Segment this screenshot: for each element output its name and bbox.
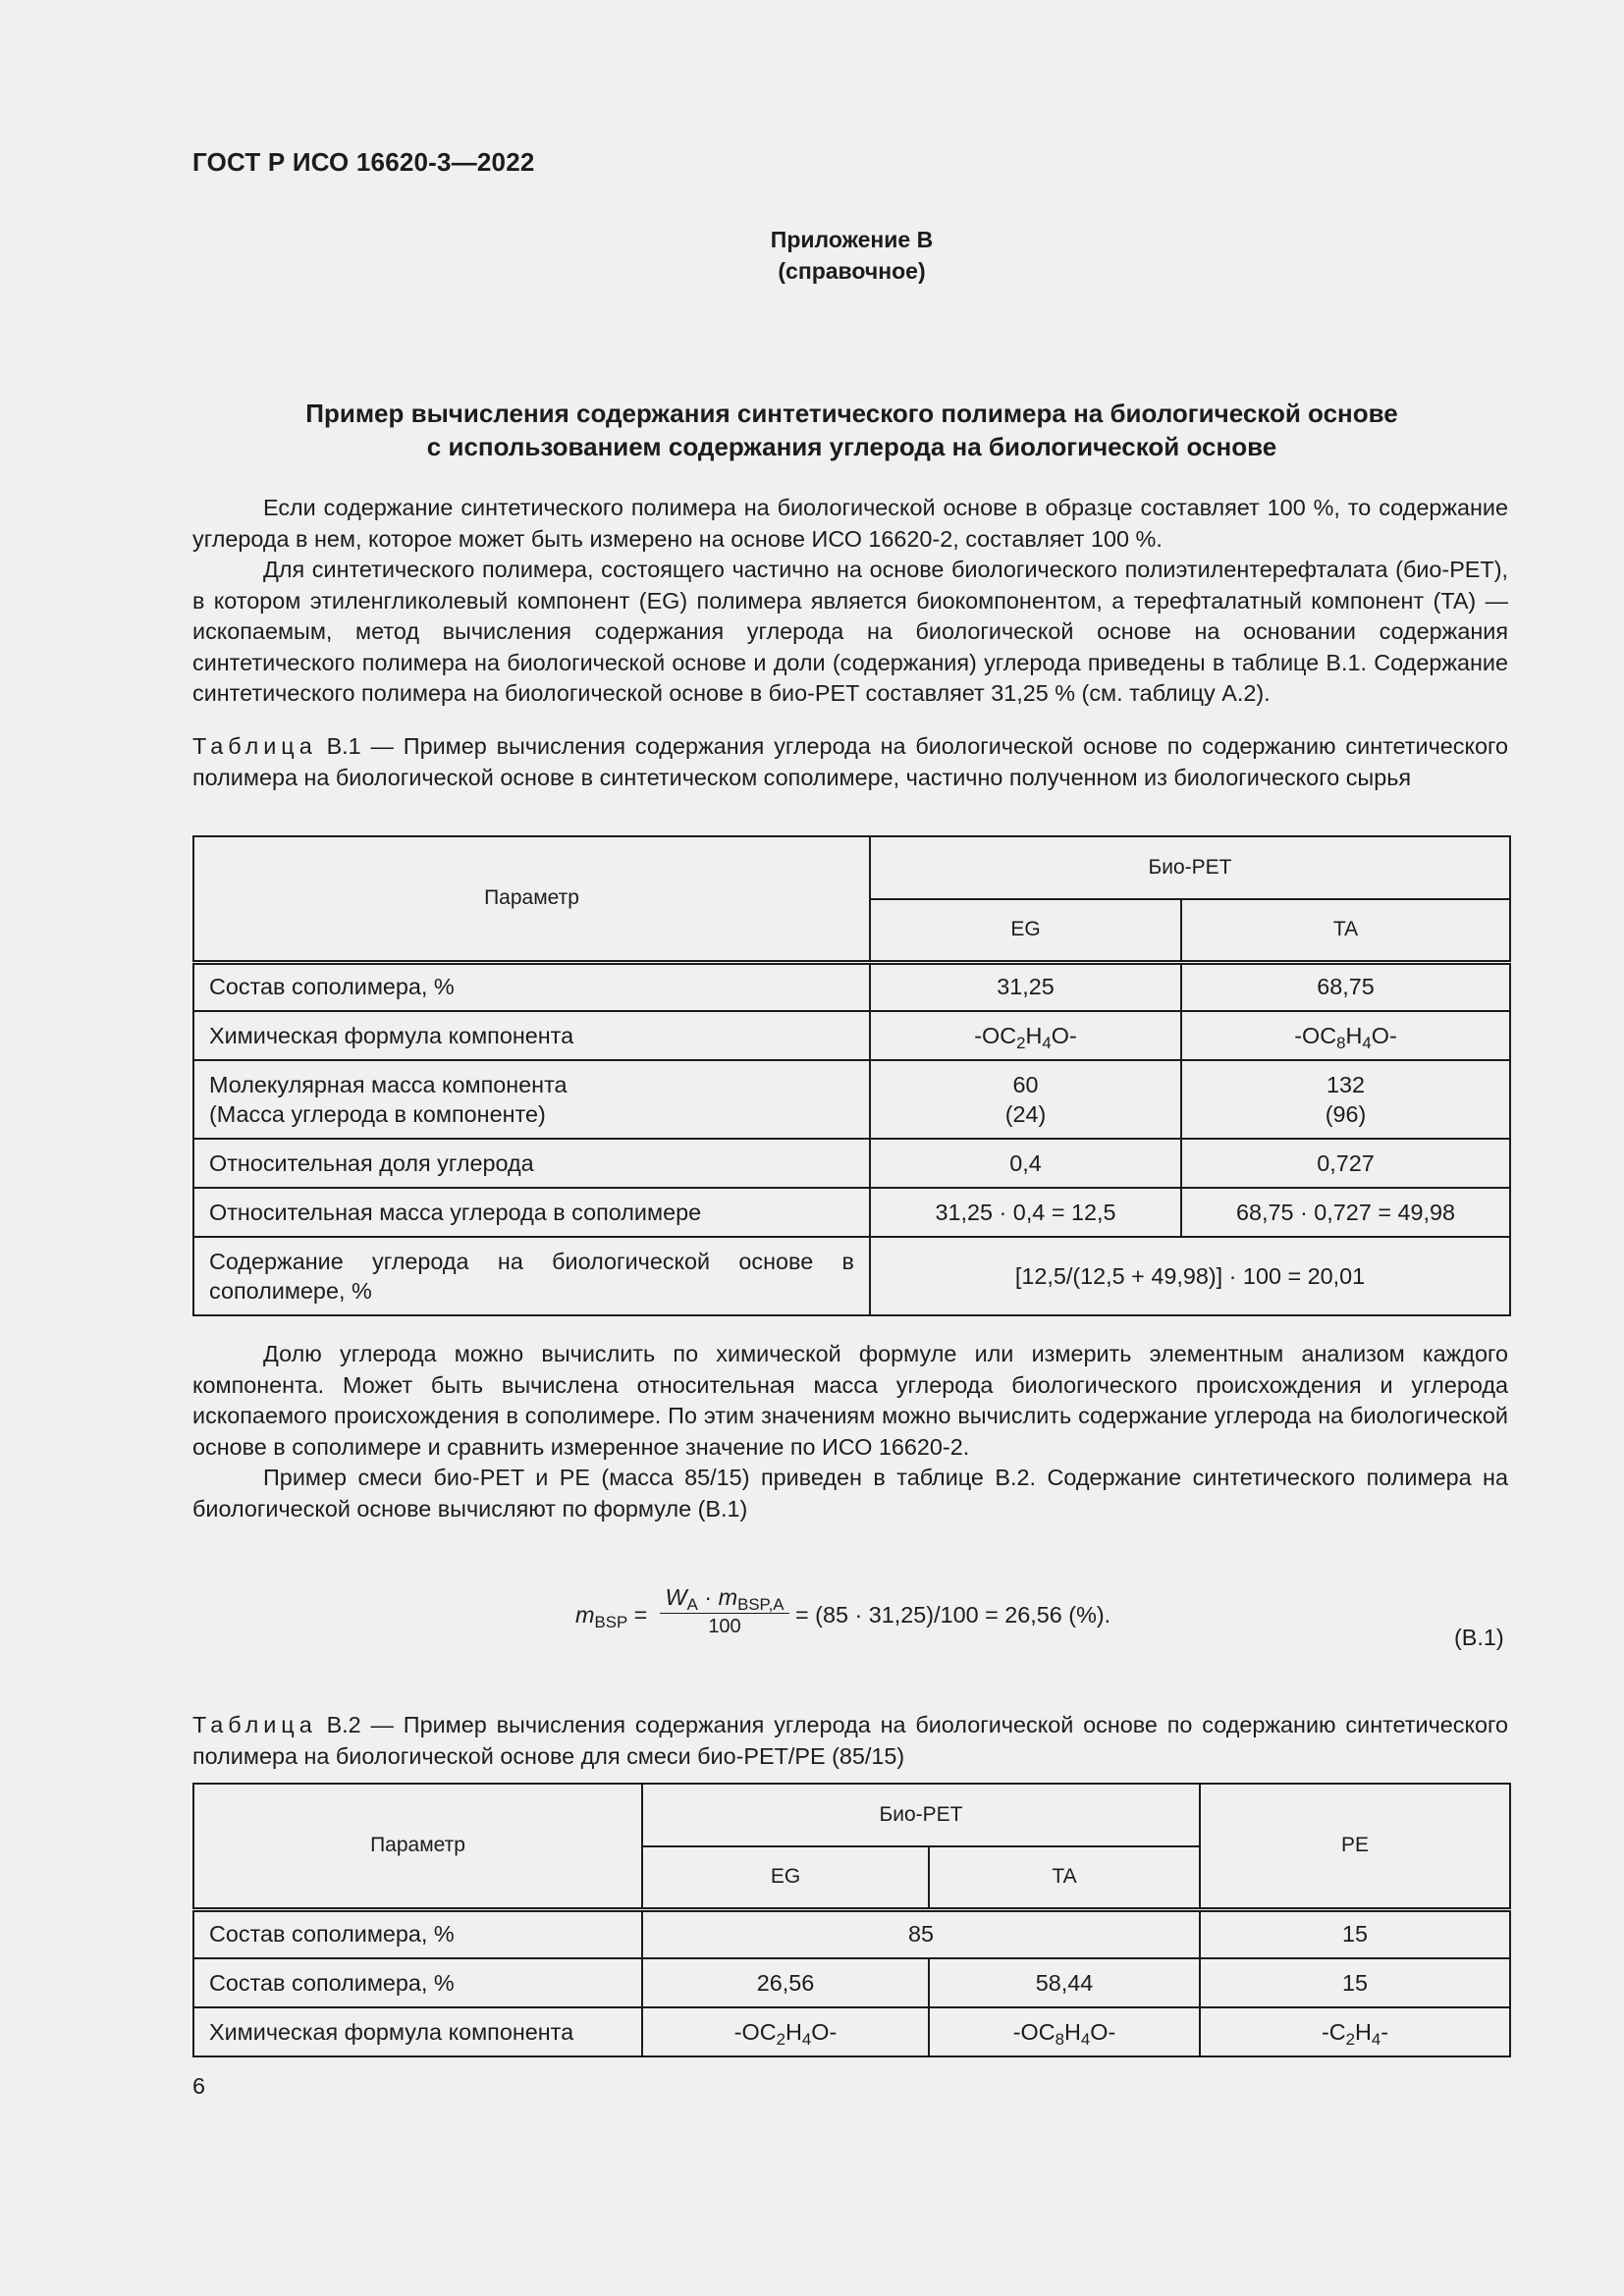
cell-ta: 0,727	[1181, 1139, 1510, 1188]
cell-merged: [12,5/(12,5 + 49,98)] · 100 = 20,01	[870, 1237, 1510, 1315]
column-header-ta: TA	[929, 1846, 1200, 1909]
column-header-eg: EG	[870, 899, 1181, 962]
document-code: ГОСТ Р ИСО 16620-3—2022	[192, 147, 535, 177]
formula-number: (В.1)	[1454, 1625, 1504, 1650]
cell-pe: 15	[1200, 1958, 1510, 2007]
formula-lhs: $m_{BSP}$ =	[575, 1602, 648, 1632]
column-header-parameter: Параметр	[193, 836, 870, 962]
table-row	[193, 1237, 1510, 1315]
page-number: 6	[192, 2073, 206, 2099]
row-label: Состав сополимера, %	[193, 1958, 642, 2007]
row-label: Молекулярная масса компонента (Масса углерода в компоненте)	[193, 1060, 870, 1139]
table-header-row	[193, 1784, 1510, 1846]
cell-ta: $-OC_8H_4O-$	[929, 2007, 1200, 2056]
caption-text: В.2 — Пример вычисления содержания углерода на биологической основе по содержанию синтетического полимера на биологической основе для смеси био-PET/PE (85/15)	[192, 1712, 1508, 1769]
caption-label: Таблица	[192, 1712, 317, 1737]
column-group-bio-pet: Био-PET	[642, 1784, 1200, 1846]
section-title-line2: с использованием содержания углерода на биологической основе	[426, 432, 1277, 461]
cell-eg: 26,56	[642, 1958, 929, 2007]
intro-text	[192, 493, 1508, 710]
paragraph: Долю углерода можно вычислить по химической формуле или измерить элементным анализом каждого компонента. Может быть вычислена относительная масса углерода биологического происхождения и углерода ископаемого происхождения в сополимере. По этим значениям можно вычислить содержание углерода на биологической основе в сополимере и сравнить измеренное значение по ИСО 16620-2.	[192, 1341, 1508, 1460]
row-label: Относительная доля углерода	[193, 1139, 870, 1188]
paragraph: Пример смеси био-PET и PE (масса 85/15) приведен в таблице В.2. Содержание синтетического полимера на биологической основе вычисляют по формуле (В.1)	[192, 1465, 1508, 1522]
cell-merged: 85	[642, 1909, 1200, 1958]
formula-fraction	[660, 1584, 789, 1638]
appendix-heading	[0, 224, 1624, 287]
column-header-eg: EG	[642, 1846, 929, 1909]
table-b1	[192, 835, 1511, 1316]
row-label: Химическая формула компонента	[193, 2007, 642, 2056]
column-group-bio-pet: Био-PET	[870, 836, 1510, 899]
table-row	[193, 1139, 1510, 1188]
section-title	[0, 397, 1624, 463]
cell-eg: 0,4	[870, 1139, 1181, 1188]
cell-ta: 68,75	[1181, 962, 1510, 1011]
table-row	[193, 1958, 1510, 2007]
middle-text	[192, 1339, 1508, 1524]
cell-pe: $-C_2H_4-$	[1200, 2007, 1510, 2056]
cell-eg: 31,25 · 0,4 = 12,5	[870, 1188, 1181, 1237]
row-label: Химическая формула компонента	[193, 1011, 870, 1060]
table-row	[193, 2007, 1510, 2056]
paragraph: Для синтетического полимера, состоящего частично на основе биологического полиэтилентерефталата (био-PET), в котором этиленгликолевый компонент (EG) полимера является биокомпонентом, а терефталатный компонент (TA) — ископаемым, метод вычисления содержания углерода на биологической основе на основании содержания синтетического полимера на биологической основе и доли (содержания) углерода приведены в таблице В.1. Содержание синтетического полимера на биологической основе в био-PET составляет 31,25 % (см. таблицу А.2).	[192, 557, 1508, 706]
caption-label: Таблица	[192, 733, 317, 759]
row-label: Содержание углерода на биологической основе в сополимере, %	[193, 1237, 870, 1315]
cell-eg: $-OC_2H_4O-$	[642, 2007, 929, 2056]
table1-caption	[192, 731, 1508, 793]
column-header-pe: PE	[1200, 1784, 1510, 1909]
cell-ta: 132 (96)	[1181, 1060, 1510, 1139]
paragraph: Если содержание синтетического полимера на биологической основе в образце составляет 100 %, то содержание углерода в нем, которое может быть измерено на основе ИСО 16620-2, составляет 100 %.	[192, 495, 1508, 552]
section-title-line1: Пример вычисления содержания синтетического полимера на биологической основе	[305, 399, 1398, 428]
column-header-parameter: Параметр	[193, 1784, 642, 1909]
row-label: Состав сополимера, %	[193, 1909, 642, 1958]
table2-caption	[192, 1710, 1508, 1772]
row-label: Относительная масса углерода в сополимере	[193, 1188, 870, 1237]
row-label: Состав сополимера, %	[193, 962, 870, 1011]
cell-eg: 60 (24)	[870, 1060, 1181, 1139]
formula-numerator: $W_A \cdot m_{BSP,A}$	[660, 1584, 789, 1614]
cell-ta: $-OC_8H_4O-$	[1181, 1011, 1510, 1060]
cell-ta: 58,44	[929, 1958, 1200, 2007]
formula-rhs: = (85 · 31,25)/100 = 26,56 (%).	[795, 1602, 1111, 1628]
cell-ta: 68,75 · 0,727 = 49,98	[1181, 1188, 1510, 1237]
cell-eg: $-OC_2H_4O-$	[870, 1011, 1181, 1060]
cell-pe: 15	[1200, 1909, 1510, 1958]
table-b2	[192, 1783, 1511, 2057]
caption-text: В.1 — Пример вычисления содержания углерода на биологической основе по содержанию синтетического полимера на биологической основе в синтетическом сополимере, частично полученном из биологического сырья	[192, 733, 1508, 790]
appendix-subtitle: (справочное)	[778, 258, 926, 284]
table-header-row	[193, 836, 1510, 899]
appendix-title: Приложение В	[770, 227, 934, 252]
cell-eg: 31,25	[870, 962, 1181, 1011]
table-row	[193, 1188, 1510, 1237]
table-row	[193, 1060, 1510, 1139]
table-row	[193, 1909, 1510, 1958]
table-row	[193, 962, 1510, 1011]
table-row	[193, 1011, 1510, 1060]
formula-denominator: 100	[708, 1616, 741, 1637]
column-header-ta: TA	[1181, 899, 1510, 962]
